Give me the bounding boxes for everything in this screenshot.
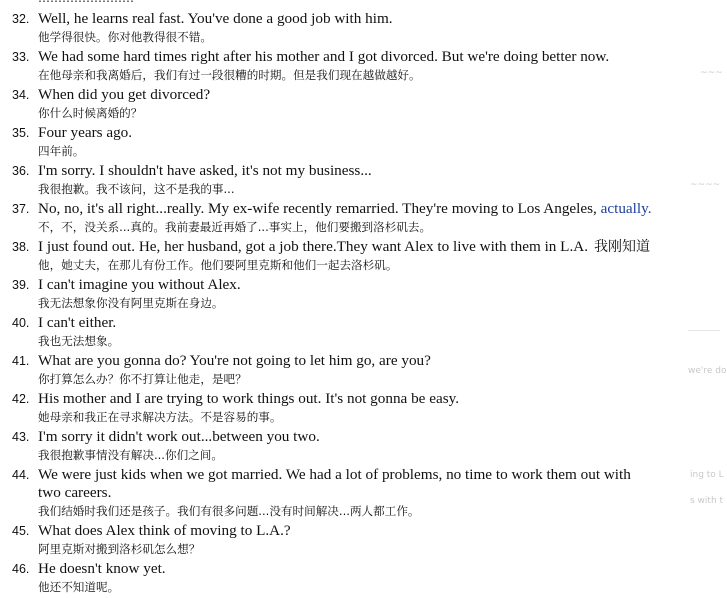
english-text: I just found out. He, her husband, got a job there.They want Alex to live with them in L.A. bbox=[38, 238, 589, 255]
chinese-translation: 阿里克斯对搬到洛杉矶怎么想？ bbox=[38, 542, 201, 556]
line-number: 37. bbox=[12, 202, 30, 216]
english-line: We were just kids when we got married. We had a lot of problems, no time to work them out with bbox=[38, 466, 631, 483]
chinese-translation: 我无法想象你没有阿里克斯在身边。 bbox=[38, 296, 224, 310]
english-line: Well, he learns real fast. You've done a good job with him. bbox=[38, 10, 393, 27]
english-line: I can't either. bbox=[38, 314, 117, 331]
line-number: 41. bbox=[12, 354, 30, 368]
english-line: His mother and I are trying to work things out. It's not gonna be easy. bbox=[38, 390, 460, 407]
chinese-translation: 我很抱歉。我不该问，这不是我的事... bbox=[38, 182, 235, 196]
list-item bbox=[12, 428, 702, 464]
line-number: 40. bbox=[12, 316, 30, 330]
chinese-translation: 他学得很快。你对他教得很不错。 bbox=[38, 30, 212, 44]
english-line: When did you get divorced? bbox=[38, 86, 211, 103]
english-text: No, no, it's all right...really. My ex-wife recently remarried. They're moving to Los Angeles, bbox=[38, 200, 597, 217]
chinese-translation: 我很抱歉事情没有解决...你们之间。 bbox=[38, 448, 223, 462]
line-number: 45. bbox=[12, 524, 30, 538]
highlighted-word: actually. bbox=[600, 200, 652, 217]
list-item bbox=[12, 390, 702, 426]
overflow-chinese: 我刚知道 bbox=[594, 239, 651, 255]
list-item bbox=[12, 238, 702, 274]
line-number: 32. bbox=[12, 12, 30, 26]
dialogue-list bbox=[12, 10, 702, 598]
chinese-translation: 你什么时候离婚的？ bbox=[38, 106, 143, 120]
english-line: I can't imagine you without Alex. bbox=[38, 276, 241, 293]
english-line bbox=[38, 200, 652, 218]
ghost-text: ~~~ bbox=[700, 68, 723, 78]
english-line: I'm sorry it didn't work out...between you two. bbox=[38, 428, 320, 445]
list-item bbox=[12, 86, 702, 122]
line-number: 46. bbox=[12, 562, 30, 576]
ghost-divider bbox=[688, 330, 720, 331]
list-item bbox=[12, 10, 702, 46]
chinese-translation: 他，她丈夫，在那儿有份工作。他们要阿里克斯和他们一起去洛杉矶。 bbox=[38, 258, 398, 272]
chinese-translation: 你打算怎么办？你不打算让他走，是吧？ bbox=[38, 372, 247, 386]
ghost-text: s with t bbox=[690, 496, 724, 506]
english-line-continued: two careers. bbox=[38, 484, 112, 501]
ghost-text: ing to L bbox=[690, 470, 724, 480]
english-line: What does Alex think of moving to L.A.? bbox=[38, 522, 291, 539]
english-line: We had some hard times right after his mother and I got divorced. But we're doing better now. bbox=[38, 48, 610, 65]
english-line bbox=[38, 238, 650, 256]
list-item bbox=[12, 466, 702, 520]
line-number: 39. bbox=[12, 278, 30, 292]
list-item bbox=[12, 522, 702, 558]
list-item bbox=[12, 124, 702, 160]
line-number: 43. bbox=[12, 430, 30, 444]
line-number: 33. bbox=[12, 50, 30, 64]
chinese-translation: 在他母亲和我离婚后，我们有过一段很糟的时期。但是我们现在越做越好。 bbox=[38, 68, 421, 82]
chinese-translation: 我们结婚时我们还是孩子。我们有很多问题...没有时间解决...两人都工作。 bbox=[38, 504, 420, 518]
list-item bbox=[12, 48, 702, 84]
ghost-text: ~~~~ bbox=[690, 180, 721, 190]
line-number: 38. bbox=[12, 240, 30, 254]
chinese-translation: 不，不，没关系...真的。我前妻最近再婚了...事实上，他们要搬到洛杉矶去。 bbox=[38, 220, 432, 234]
english-line: I'm sorry. I shouldn't have asked, it's not my business... bbox=[38, 162, 372, 179]
list-item bbox=[12, 560, 702, 596]
chinese-translation: 四年前。 bbox=[38, 144, 85, 158]
chinese-translation: 他还不知道呢。 bbox=[38, 580, 120, 594]
line-number: 36. bbox=[12, 164, 30, 178]
list-item bbox=[12, 162, 702, 198]
chinese-translation: 她母亲和我正在寻求解决方法。不是容易的事。 bbox=[38, 410, 282, 424]
list-item bbox=[12, 314, 702, 350]
english-line: He doesn't know yet. bbox=[38, 560, 166, 577]
chinese-translation: 我也无法想象。 bbox=[38, 334, 120, 348]
list-item bbox=[12, 352, 702, 388]
list-item bbox=[12, 200, 702, 236]
line-number: 34. bbox=[12, 88, 30, 102]
line-number: 42. bbox=[12, 392, 30, 406]
cropped-top-line bbox=[38, 0, 134, 5]
line-number: 44. bbox=[12, 468, 30, 482]
list-item bbox=[12, 276, 702, 312]
line-number: 35. bbox=[12, 126, 30, 140]
english-line: What are you gonna do? You're not going to let him go, are you? bbox=[38, 352, 431, 369]
ghost-text: we're do bbox=[688, 366, 727, 376]
english-line: Four years ago. bbox=[38, 124, 133, 141]
